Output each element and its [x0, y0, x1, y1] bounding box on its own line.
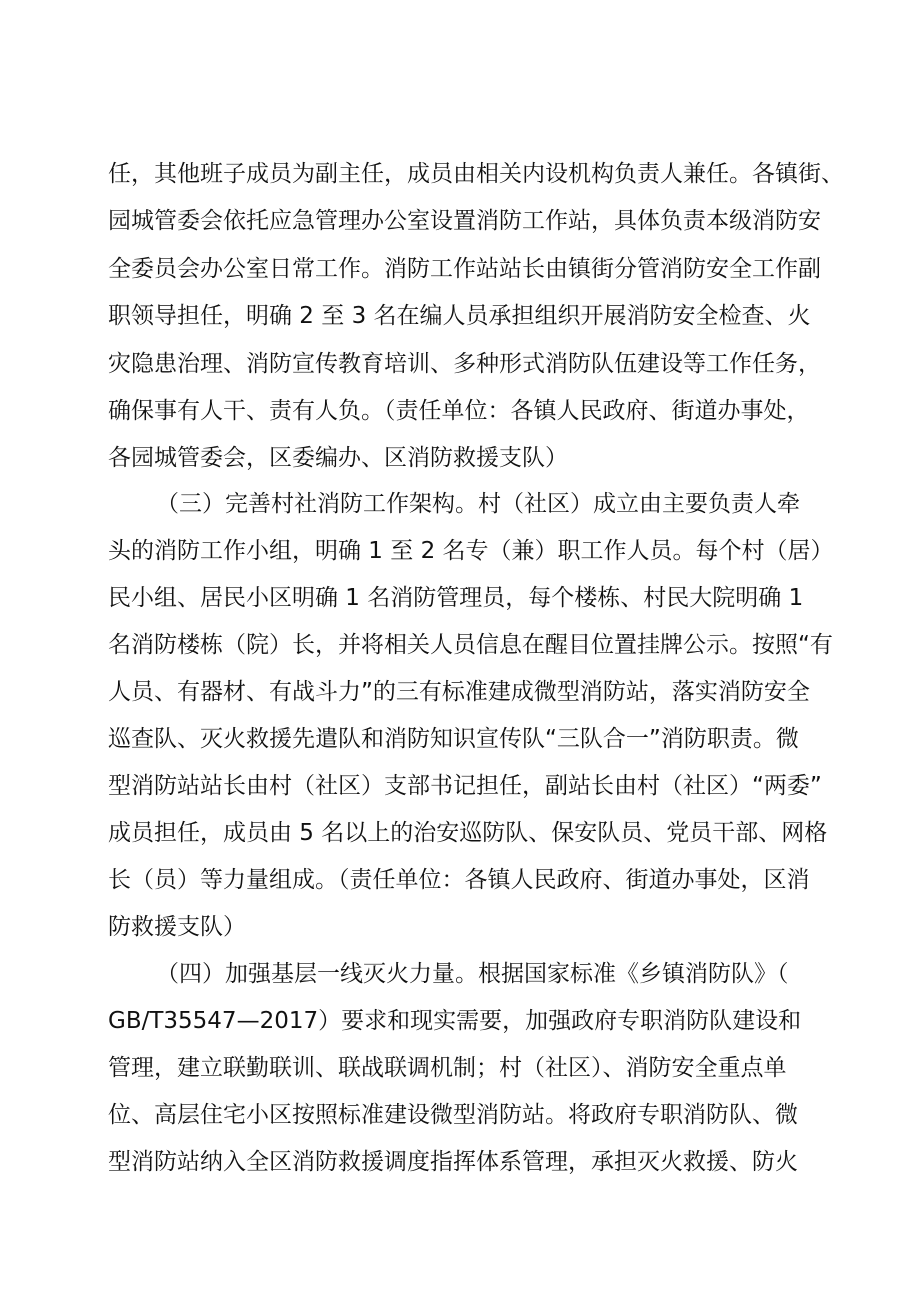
paragraph-line: 民小组、居民小区明确 1 名消防管理员，每个楼栋、村民大院明确 1 — [108, 585, 804, 611]
paragraph-line: 头的消防工作小组，明确 1 至 2 名专（兼）职工作人员。每个村（居） — [108, 538, 834, 564]
paragraph-line: 任，其他班子成员为副主任，成员由相关内设机构负责人兼任。各镇街、 — [108, 161, 844, 187]
paragraph-line: 管理，建立联勤联训、联战联调机制；村（社区）、消防安全重点单 — [108, 1055, 787, 1081]
paragraph-line: 人员、有器材、有战斗力”的三有标准建成微型消防站，落实消防安全 — [108, 679, 810, 705]
section-heading-line: （三）完善村社消防工作架构。村（社区）成立由主要负责人牵 — [156, 491, 800, 517]
paragraph-line: 职领导担任，明确 2 至 3 名在编人员承担组织开展消防安全检查、火 — [108, 303, 811, 329]
paragraph-line: 型消防站站长由村（社区）支部书记担任，副站长由村（社区）“两委” — [108, 773, 822, 799]
paragraph-line: 园城管委会依托应急管理办公室设置消防工作站，具体负责本级消防安 — [108, 208, 821, 234]
paragraph-line: 名消防楼栋（院）长，并将相关人员信息在醒目位置挂牌公示。按照“有 — [108, 632, 833, 658]
paragraph-line: GB/T35547—2017）要求和现实需要，加强政府专职消防队建设和 — [108, 1008, 802, 1034]
paragraph-line: 灾隐患治理、消防宣传教育培训、多种形式消防队伍建设等工作任务， — [108, 351, 821, 377]
paragraph-line: 各园城管委会，区委编办、区消防救援支队） — [108, 445, 568, 471]
paragraph-line: 防救援支队） — [108, 914, 246, 940]
paragraph-line: 长（员）等力量组成。（责任单位：各镇人民政府、街道办事处，区消 — [108, 867, 810, 893]
paragraph-line: 型消防站纳入全区消防救援调度指挥体系管理，承担灭火救援、防火 — [108, 1149, 798, 1175]
section-heading-line: （四）加强基层一线灭火力量。根据国家标准《乡镇消防队》（ — [156, 961, 789, 987]
paragraph-line: 位、高层住宅小区按照标准建设微型消防站。将政府专职消防队、微 — [108, 1102, 798, 1128]
paragraph-line: 确保事有人干、责有人负。（责任单位：各镇人民政府、街道办事处， — [108, 398, 810, 424]
paragraph-line: 全委员会办公室日常工作。消防工作站站长由镇街分管消防安全工作副 — [108, 256, 821, 282]
paragraph-line: 巡查队、灭火救援先遣队和消防知识宣传队“三队合一”消防职责。微 — [108, 726, 799, 752]
paragraph-line: 成员担任，成员由 5 名以上的治安巡防队、保安队员、党员干部、网格 — [108, 820, 828, 846]
